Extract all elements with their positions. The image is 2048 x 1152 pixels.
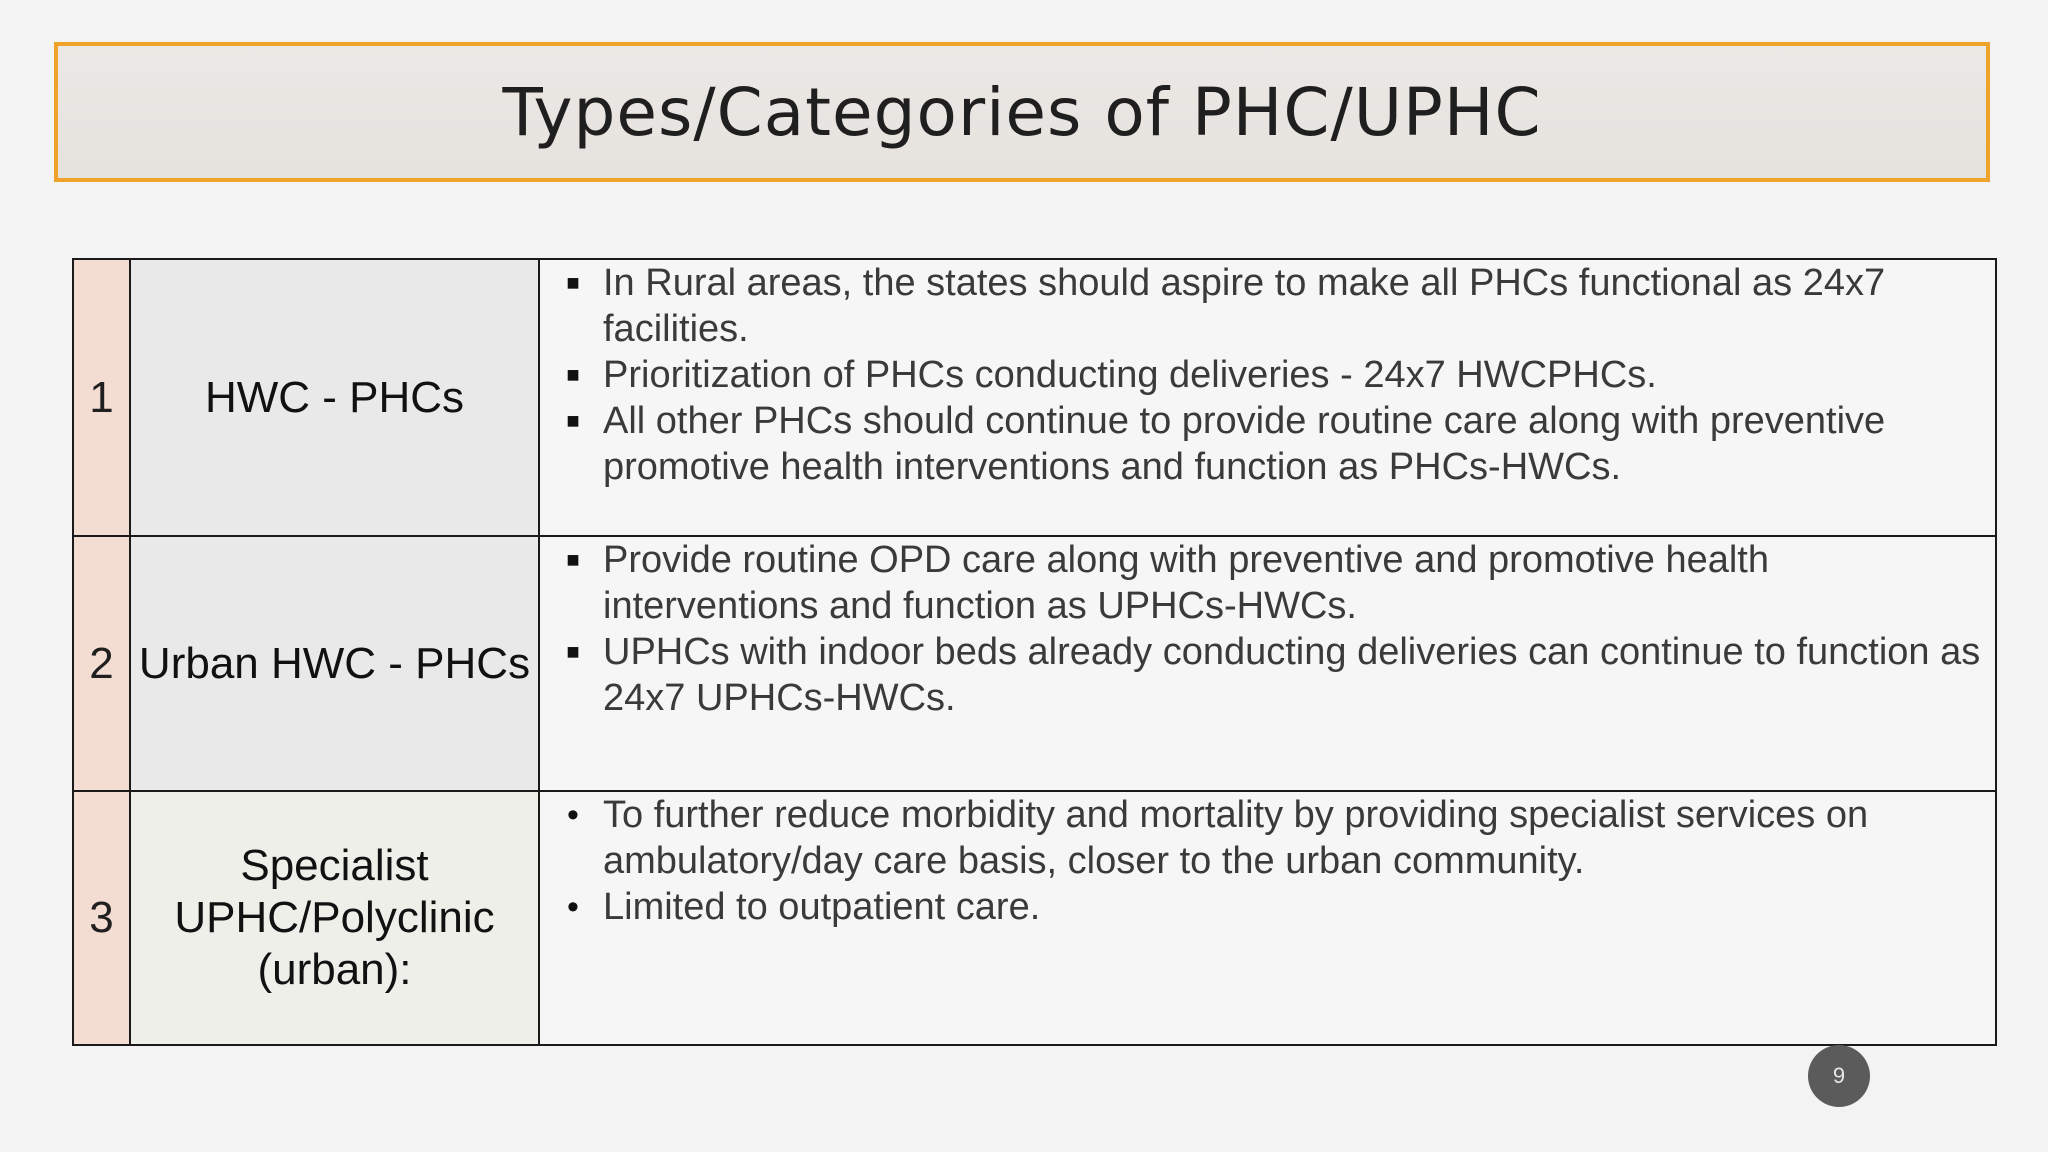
category-name: Specialist UPHC/Polyclinic (urban): [130, 791, 539, 1045]
category-name: HWC - PHCs [130, 259, 539, 536]
bullet-text: UPHCs with indoor beds already conducting deliveries can continue to function as 24x7 UPHCs-HWCs. [603, 631, 1981, 719]
square-bullet-icon: ■ [566, 408, 580, 433]
slide-title: Types/Categories of PHC/UPHC [502, 73, 1542, 151]
category-description [539, 259, 1996, 536]
bullet-item [540, 537, 1983, 629]
bullet-text: Prioritization of PHCs conducting deliveries - 24x7 HWCPHCs. [603, 354, 1657, 396]
table-row [73, 791, 1996, 1045]
row-number: 3 [73, 791, 130, 1045]
bullet-item [540, 792, 1983, 884]
page-number-badge: 9 [1808, 1045, 1870, 1107]
category-description [539, 791, 1996, 1045]
bullet-item [540, 629, 1983, 721]
square-bullet-icon: ■ [566, 362, 580, 387]
bullet-text: All other PHCs should continue to provide routine care along with preventive promotive health interventions and function as PHCs-HWCs. [603, 400, 1886, 488]
bullet-text: In Rural areas, the states should aspire to make all PHCs functional as 24x7 facilities. [603, 262, 1886, 350]
title-box [54, 42, 1990, 182]
category-name: Urban HWC - PHCs [130, 536, 539, 791]
row-number: 2 [73, 536, 130, 791]
bullet-item [540, 398, 1983, 490]
bullet-list [540, 792, 1995, 930]
bullet-item [540, 884, 1983, 930]
bullet-text: Provide routine OPD care along with preventive and promotive health interventions and function as UPHCs-HWCs. [603, 539, 1769, 627]
category-description [539, 536, 1996, 791]
dot-bullet-icon: • [567, 796, 579, 834]
square-bullet-icon: ■ [566, 270, 580, 295]
square-bullet-icon: ■ [566, 547, 580, 572]
bullet-list [540, 260, 1995, 490]
bullet-text: Limited to outpatient care. [603, 886, 1041, 928]
categories-table [72, 258, 1997, 1046]
bullet-item [540, 260, 1983, 352]
table-row [73, 259, 1996, 536]
row-number: 1 [73, 259, 130, 536]
table-row [73, 536, 1996, 791]
bullet-list [540, 537, 1995, 721]
square-bullet-icon: ■ [566, 639, 580, 664]
dot-bullet-icon: • [567, 888, 579, 926]
bullet-text: To further reduce morbidity and mortality by providing specialist services on ambulatory/day care basis, closer to the urban community. [603, 794, 1869, 882]
bullet-item [540, 352, 1983, 398]
